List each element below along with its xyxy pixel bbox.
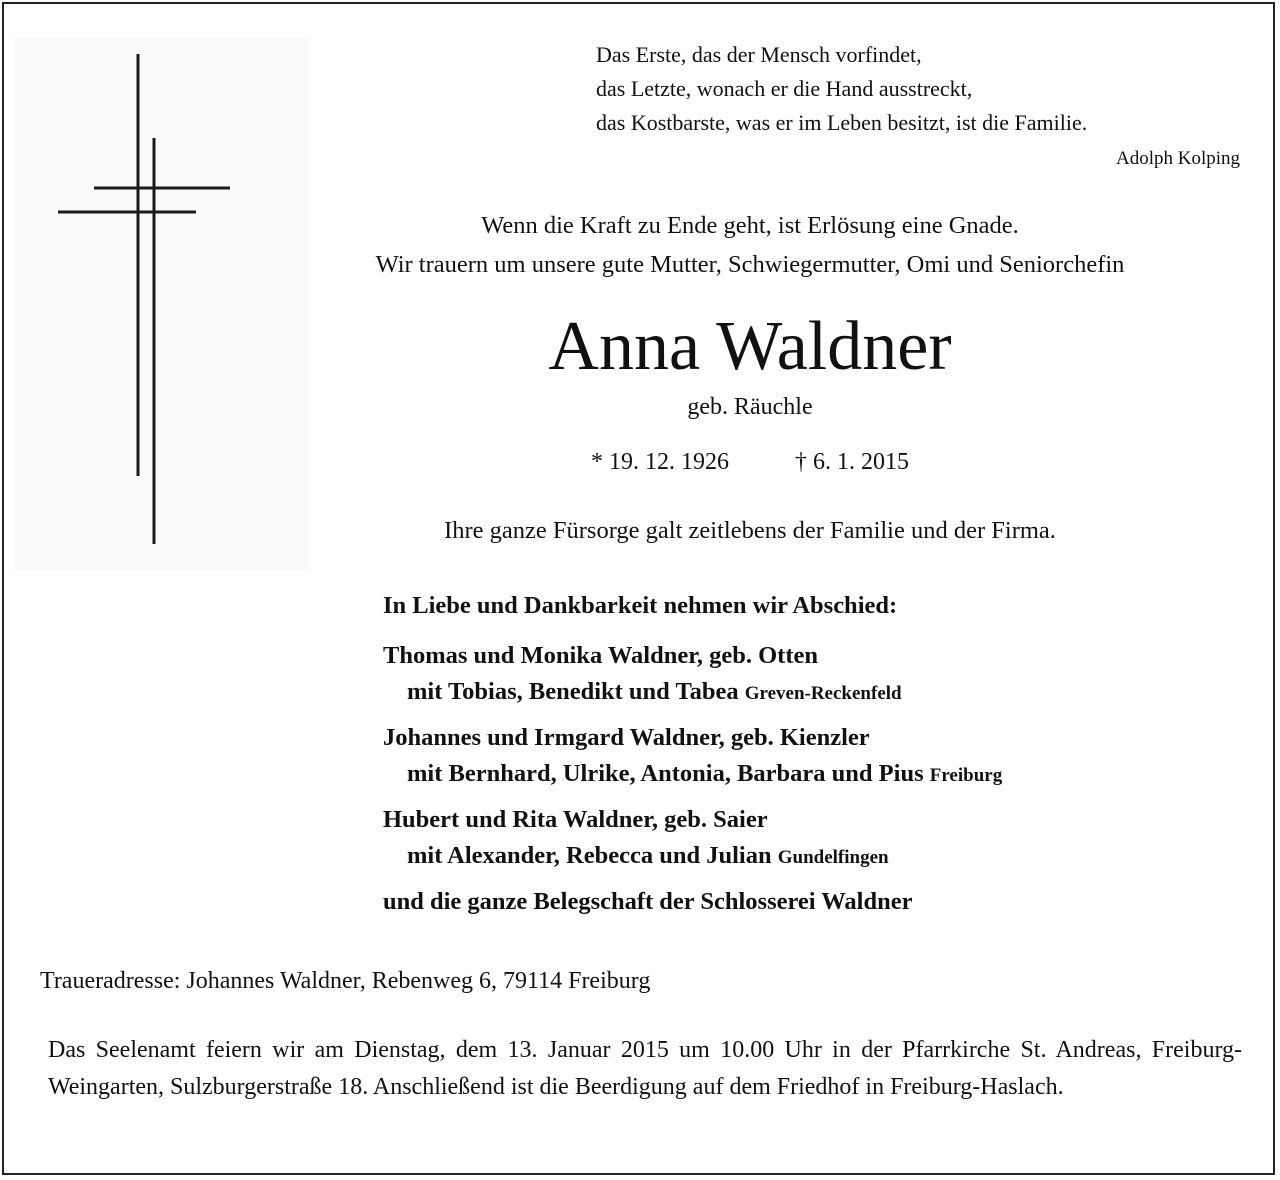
intro-line: Wenn die Kraft zu Ende geht, ist Erlösung eine Gnade. — [481, 212, 1019, 239]
death-date: † 6. 1. 2015 — [795, 449, 909, 475]
family-location: Freiburg — [929, 765, 1003, 786]
children-names: mit Bernhard, Ulrike, Antonia, Barbara und Pius — [407, 760, 924, 787]
birth-date: * 19. 12. 1926 — [591, 449, 729, 475]
family-entry — [383, 720, 1002, 792]
mourners-list — [383, 588, 1002, 920]
family-entry — [383, 638, 1002, 710]
family-location: Gundelfingen — [777, 847, 889, 868]
deceased-name: Anna Waldner — [548, 308, 952, 385]
family-couple: Johannes und Irmgard Waldner, geb. Kienzler — [383, 724, 870, 751]
family-couple: Thomas und Monika Waldner, geb. Otten — [383, 642, 818, 669]
family-children — [383, 756, 1002, 792]
care-line: Ihre ganze Fürsorge galt zeitlebens der Familie und der Firma. — [444, 517, 1056, 544]
mourners-closing: und die ganze Belegschaft der Schlosserei Waldner — [383, 888, 913, 915]
quote-author: Adolph Kolping — [1115, 148, 1240, 169]
children-names: mit Tobias, Benedikt und Tabea — [407, 678, 739, 705]
birth-name: geb. Räuchle — [687, 394, 813, 420]
quote-line: das Letzte, wonach er die Hand ausstreckt, — [596, 76, 973, 101]
life-dates — [250, 449, 1250, 476]
intro-line: Wir trauern um unsere gute Mutter, Schwiegermutter, Omi und Seniorchefin — [375, 251, 1125, 278]
family-couple: Hubert und Rita Waldner, geb. Saier — [383, 806, 768, 833]
family-children — [383, 838, 1002, 874]
quote-block — [596, 38, 1087, 140]
family-location: Greven-Reckenfeld — [744, 683, 902, 704]
mourning-address: Traueradresse: Johannes Waldner, Rebenweg 6, 79114 Freiburg — [40, 968, 651, 994]
mourners-heading: In Liebe und Dankbarkeit nehmen wir Abschied: — [383, 592, 898, 619]
family-entry — [383, 802, 1002, 874]
family-children — [383, 674, 1002, 710]
quote-line: Das Erste, das der Mensch vorfindet, — [596, 42, 922, 67]
service-notice: Das Seelenamt feiern wir am Dienstag, dem 13. Januar 2015 um 10.00 Uhr in der Pfarrkirche St. Andreas, Freiburg-Weingarten, Sulzburgerstraße 18. Anschließend ist die Beerdigung auf dem Friedhof in Freiburg-Haslach. — [48, 1037, 1242, 1100]
children-names: mit Alexander, Rebecca und Julian — [407, 842, 772, 869]
quote-line: das Kostbarste, was er im Leben besitzt, ist die Familie. — [596, 110, 1088, 135]
